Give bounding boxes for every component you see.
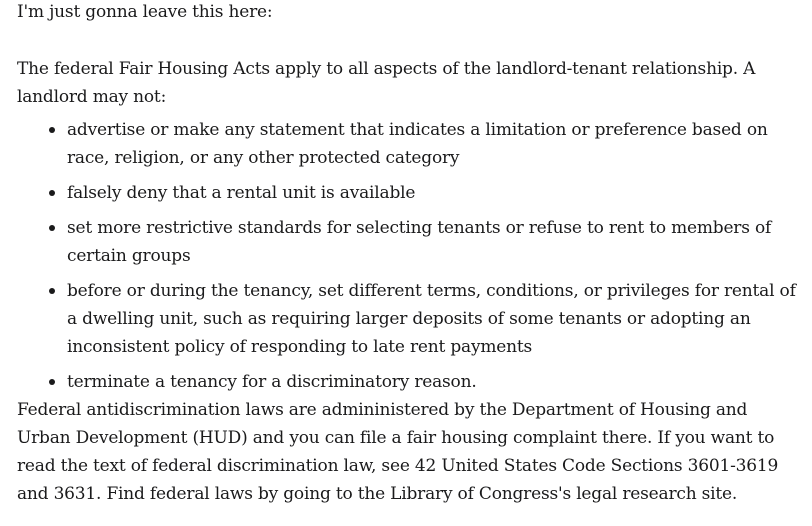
prohibited-actions-list [17, 116, 812, 396]
closing-paragraph: Federal antidiscrimination laws are admininistered by the Department of Housing and Urban Development (HUD) and you can file a fair housing complaint there. If you want to read the text of federal discrimination law, see 42 United States Code Sections 3601-3619 and 3631. Find federal laws by going to the Library of Congress's legal research site. [17, 400, 779, 504]
bullet-icon [49, 190, 55, 196]
list-item [67, 179, 812, 207]
list-item-text: set more restrictive standards for selecting tenants or refuse to rent to members of certain groups [67, 218, 772, 266]
bullet-icon [49, 379, 55, 385]
list-item-text: before or during the tenancy, set different terms, conditions, or privileges for rental of a dwelling unit, such as requiring larger deposits of some tenants or adopting an inconsistent policy of responding to late rent payments [67, 281, 796, 357]
list-item [67, 116, 812, 172]
bullet-icon [49, 288, 55, 294]
intro-text: I'm just gonna leave this here: [17, 2, 273, 22]
list-item [67, 214, 812, 270]
list-item-text: advertise or make any statement that indicates a limitation or preference based on race, religion, or any other protected category [67, 120, 768, 168]
list-item-text: falsely deny that a rental unit is available [67, 183, 416, 203]
bullet-icon [49, 225, 55, 231]
list-item [67, 368, 812, 396]
paragraph-gap [17, 26, 812, 54]
list-item [67, 277, 812, 361]
list-item-text: terminate a tenancy for a discriminatory reason. [67, 372, 477, 392]
lead-paragraph: The federal Fair Housing Acts apply to all aspects of the landlord-tenant relationship. A landlord may not: [17, 59, 756, 107]
bullet-icon [49, 127, 55, 133]
